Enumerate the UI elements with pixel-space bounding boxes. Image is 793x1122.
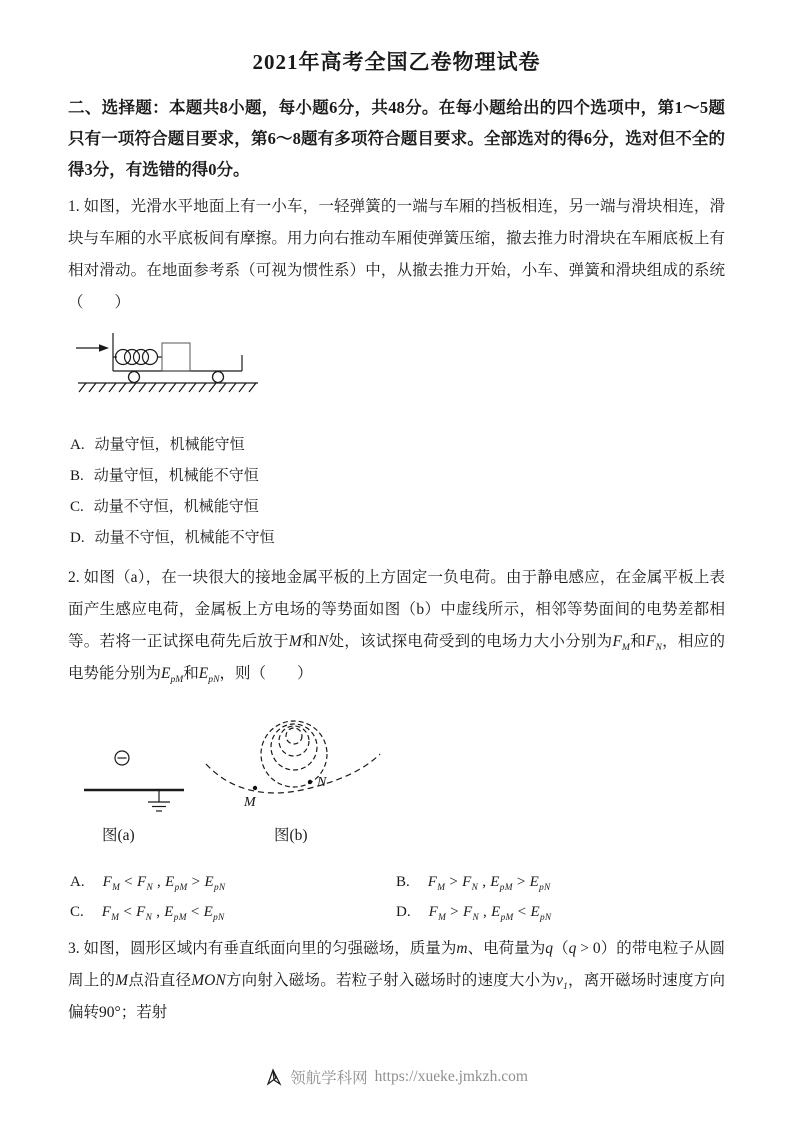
question-2-options [70,874,725,921]
option-text: 动量不守恒，机械能不守恒 [94,530,275,546]
option-formula: $F_M > F_N$ , $E_{pM} > E_{pN}$ [427,874,551,893]
option-text: 动量守恒，机械能守恒 [94,437,245,453]
figure-q2 [68,694,725,848]
option-formula: $F_M < F_N$ , $E_{pM} > E_{pN}$ [102,874,226,893]
charge-above-plate-diagram [82,746,194,822]
site-logo-icon [265,1068,283,1086]
q1-option-b [70,461,725,492]
footer-url-link[interactable]: https://xueke.jmkzh.com [374,1068,528,1085]
option-label: D. [396,904,411,920]
question-1-text: 1. 如图，光滑水平地面上有一小车，一轻弹簧的一端与车厢的挡板相连，另一端与滑块相连，滑块与车厢的水平底板间有摩擦。用力向右推动车厢使弹簧压缩，撤去推力时滑块在车厢底板上有相对滑动。在地面参考系（可视为惯性系）中，从撤去推力开始，小车、弹簧和滑块组成的系统（ ） [68,198,725,311]
figure-a-label: 图(a) [102,827,135,844]
point-m-label: M [244,795,256,810]
equipotential-lines-diagram [202,696,386,822]
q1-option-c [70,492,725,523]
question-1-options [70,430,725,554]
point-n-dot [308,780,312,784]
negative-charge-icon [115,751,129,765]
option-label: A. [70,437,85,453]
spring-cart-diagram [72,329,332,403]
option-formula: $F_M > F_N$ , $E_{pM} < E_{pN}$ [428,904,552,923]
option-label: D. [70,530,85,546]
cart-wheels [129,372,224,383]
option-text: 动量守恒，机械能不守恒 [93,468,259,484]
point-n-label: N [317,775,327,790]
spring-icon [113,350,162,365]
figure-b-label: 图(b) [274,827,308,844]
figure-q1-spring-cart [72,329,725,408]
q2-option-c [70,904,396,921]
cart-body [113,333,242,371]
push-arrow-icon [76,344,109,352]
option-label: C. [70,904,84,920]
option-label: B. [396,874,410,890]
footer-site-name: 领航学科网 [290,1070,368,1087]
question-3-text: 3. 如图，圆形区域内有垂直纸面向里的匀强磁场，质量为m、电荷量为q（q > 0）的带电粒子从圆周上的M点沿直径MON方向射入磁场。若粒子射入磁场时的速度大小为$v_1$，离开磁场时速度方向偏转90°；若射 [68,940,725,1021]
q2-option-b [396,874,725,891]
point-m-dot [253,786,257,790]
option-formula: $F_M < F_N$ , $E_{pM} < E_{pN}$ [101,904,225,923]
ground-symbol-icon [148,790,170,811]
option-label: B. [70,468,84,484]
option-text: 动量不守恒，机械能守恒 [93,499,259,515]
page-title: 2021年高考全国乙卷物理试卷 [252,50,541,74]
q1-option-a [70,430,725,461]
page-footer [0,1066,793,1088]
q2-option-a [70,874,396,891]
option-label: A. [70,874,85,890]
slider-block [162,343,190,371]
option-label: C. [70,499,84,515]
q1-option-d [70,523,725,554]
question-2-text: 2. 如图（a），在一块很大的接地金属平板的上方固定一负电荷。由于静电感应，在金属平板上表面产生感应电荷，金属板上方电场的等势面如图（b）中虚线所示，相邻等势面间的电势差都相等。若将一正试探电荷先后放于M和N处，该试探电荷受到的电场力大小分别为$F_M$和$F_N$，相应的电势能分别为$E_{pM}$和$E_{pN}$，则（ ） [68,569,725,686]
section-instructions: 二、选择题：本题共8小题，每小题6分，共48分。在每小题给出的四个选项中，第1～5题只有一项符合题目要求，第6～8题有多项符合题目要求。全部选对的得6分，选对但不全的得3分，有选错的得0分。 [68,98,725,179]
ground-hatching [78,383,258,392]
q2-option-d [396,904,725,921]
